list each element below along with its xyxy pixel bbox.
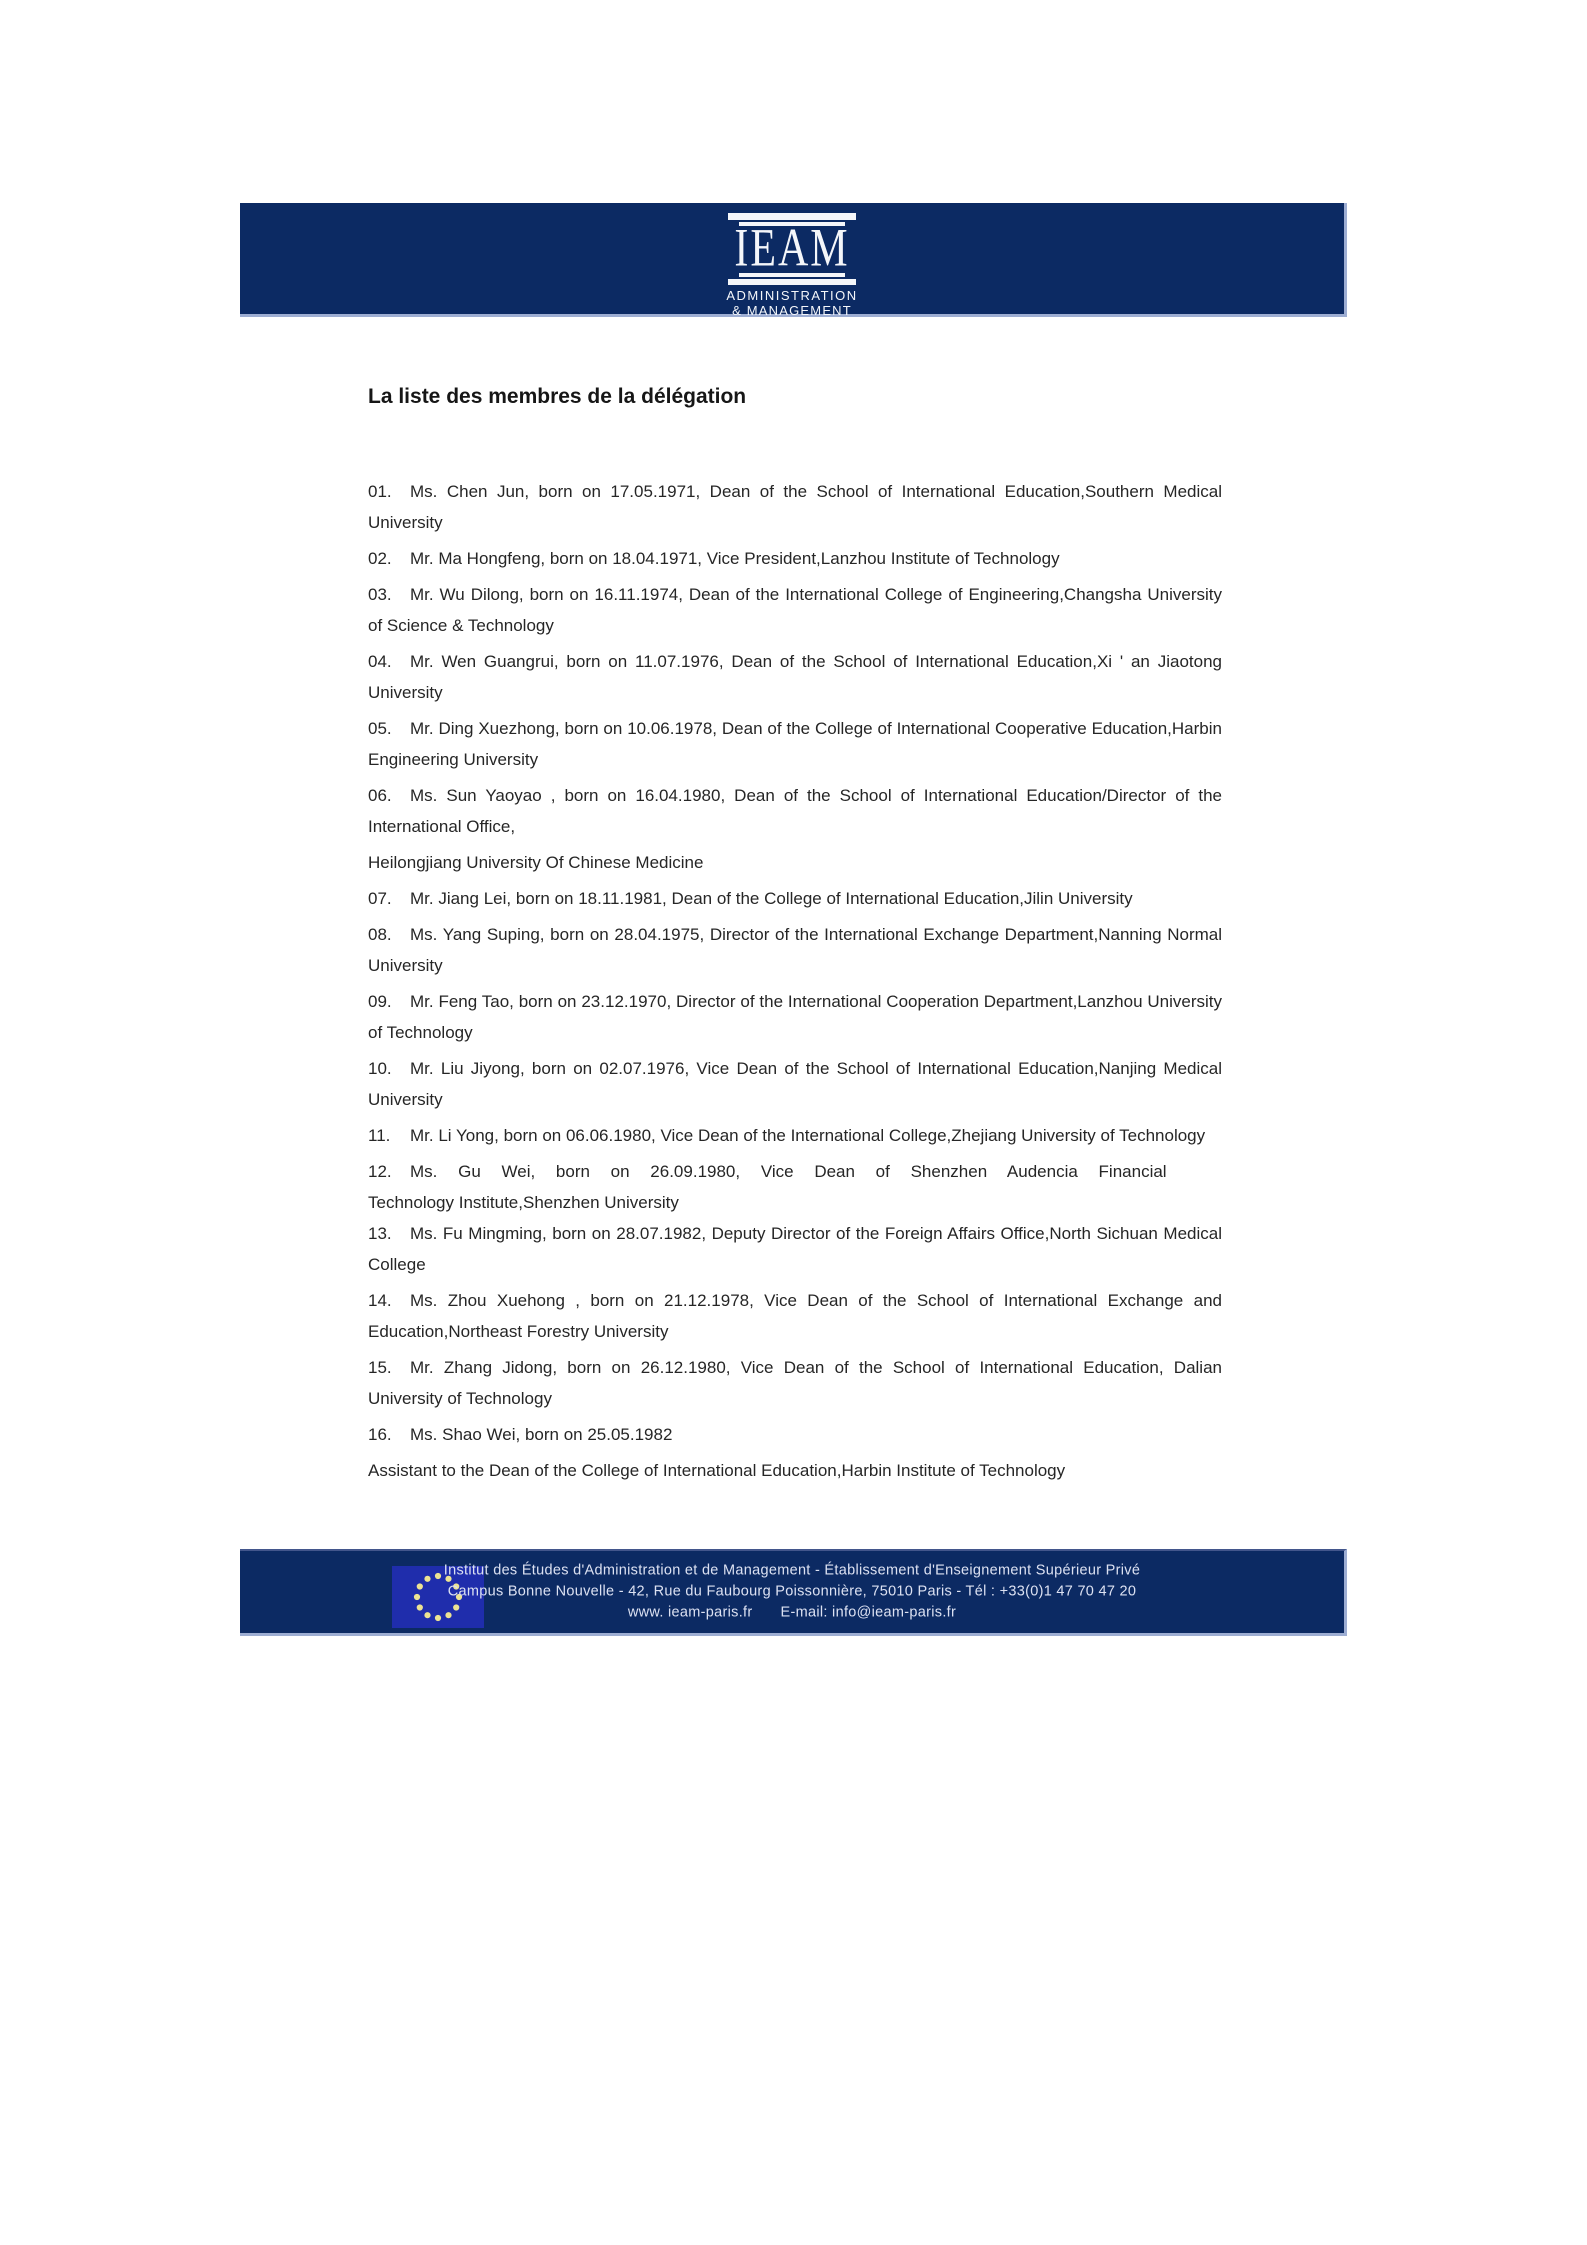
member-text: Ms. Yang Suping, born on 28.04.1975, Director of the International Exchange Department,Nanning Normal University [368,925,1222,975]
footer-text-block [240,1561,1344,1624]
member-item [368,543,1222,574]
member-text: Ms. Zhou Xuehong , born on 21.12.1978, Vice Dean of the School of International Exchange and Education,Northeast Forestry University [368,1291,1222,1341]
member-item [368,1455,1222,1486]
member-number: 15. [368,1358,392,1377]
member-text: Mr. Feng Tao, born on 23.12.1970, Director of the International Cooperation Department,Lanzhou University of Technology [368,992,1222,1042]
member-number: 04. [368,652,392,671]
footer-institute-line: Institut des Études d'Administration et de Management - Établissement d'Enseignement Supérieur Privé [443,1562,1141,1579]
header-banner [240,203,1347,317]
logo-acronym: IEAM [734,219,850,279]
member-number: 03. [368,585,392,604]
member-list [368,476,1222,1491]
member-text: Mr. Li Yong, born on 06.06.1980, Vice Dean of the International College,Zhejiang University of Technology [410,1126,1206,1145]
page-title: La liste des membres de la délégation [368,385,747,408]
footer-email: E-mail: info@ieam-paris.fr [780,1604,957,1621]
member-text: Ms. Chen Jun, born on 17.05.1971, Dean of the School of International Education,Southern Medical University [368,482,1222,532]
member-item [368,780,1222,842]
member-number: 09. [368,992,392,1011]
member-number: 16. [368,1425,392,1444]
member-text: Mr. Jiang Lei, born on 18.11.1981, Dean of the College of International Education,Jilin University [410,889,1133,908]
member-item [368,579,1222,641]
member-number: 12. [368,1162,392,1181]
footer-website: www. ieam-paris.fr [627,1604,753,1621]
member-item [368,1285,1222,1347]
member-number: 01. [368,482,392,501]
member-text: Heilongjiang University Of Chinese Medicine [368,853,704,872]
member-text: Assistant to the Dean of the College of International Education,Harbin Institute of Technology [368,1461,1066,1480]
member-item [368,1120,1222,1151]
member-number: 06. [368,786,392,805]
member-item [368,1156,1222,1187]
member-number: 10. [368,1059,392,1078]
member-item [368,986,1222,1048]
member-text: Mr. Ding Xuezhong, born on 10.06.1978, Dean of the College of International Cooperative Education,Harbin Engineering University [368,719,1222,769]
member-text: Mr. Zhang Jidong, born on 26.12.1980, Vice Dean of the School of International Education, Dalian University of Technology [368,1358,1222,1408]
member-item [368,1218,1222,1280]
logo-subtitle-management: & MANAGEMENT [732,303,852,318]
member-item [368,1053,1222,1115]
member-item [368,847,1222,878]
member-text: Technology Institute,Shenzhen University [368,1193,679,1212]
member-item [368,476,1222,538]
ieam-logo-icon [726,213,858,318]
member-item [368,713,1222,775]
member-number: 11. [368,1126,391,1145]
member-text: Mr. Ma Hongfeng, born on 18.04.1971, Vice President,Lanzhou Institute of Technology [410,549,1060,568]
member-item [368,1187,1222,1218]
footer-contact-line [240,1603,1344,1624]
member-text: Ms. Gu Wei, born on 26.09.1980, Vice Dean of Shenzhen Audencia Financial [410,1162,1167,1181]
member-text: Mr. Wu Dilong, born on 16.11.1974, Dean of the International College of Engineering,Changsha University of Science & Technology [368,585,1222,635]
member-item [368,1352,1222,1414]
member-number: 08. [368,925,392,944]
footer-address-line: Campus Bonne Nouvelle - 42, Rue du Faubourg Poissonnière, 75010 Paris - Tél : +33(0)1 47 70 47 20 [447,1583,1137,1600]
member-number: 07. [368,889,392,908]
member-item [368,883,1222,914]
member-text: Ms. Sun Yaoyao , born on 16.04.1980, Dean of the School of International Education/Director of the International Office, [368,786,1222,836]
logo-plinth-bar [728,279,856,285]
member-text: Ms. Shao Wei, born on 25.05.1982 [410,1425,673,1444]
member-text: Mr. Liu Jiyong, born on 02.07.1976, Vice Dean of the School of International Education,Nanjing Medical University [368,1059,1222,1109]
logo-subtitle-administration: ADMINISTRATION [726,288,858,303]
footer-banner [240,1549,1347,1636]
member-text: Mr. Wen Guangrui, born on 11.07.1976, Dean of the School of International Education,Xi ' an Jiaotong University [368,652,1222,702]
member-item [368,919,1222,981]
member-text: Ms. Fu Mingming, born on 28.07.1982, Deputy Director of the Foreign Affairs Office,North Sichuan Medical College [368,1224,1222,1274]
member-item [368,1419,1222,1450]
member-number: 05. [368,719,392,738]
member-number: 14. [368,1291,392,1310]
member-number: 13. [368,1224,392,1243]
member-number: 02. [368,549,392,568]
member-item [368,646,1222,708]
